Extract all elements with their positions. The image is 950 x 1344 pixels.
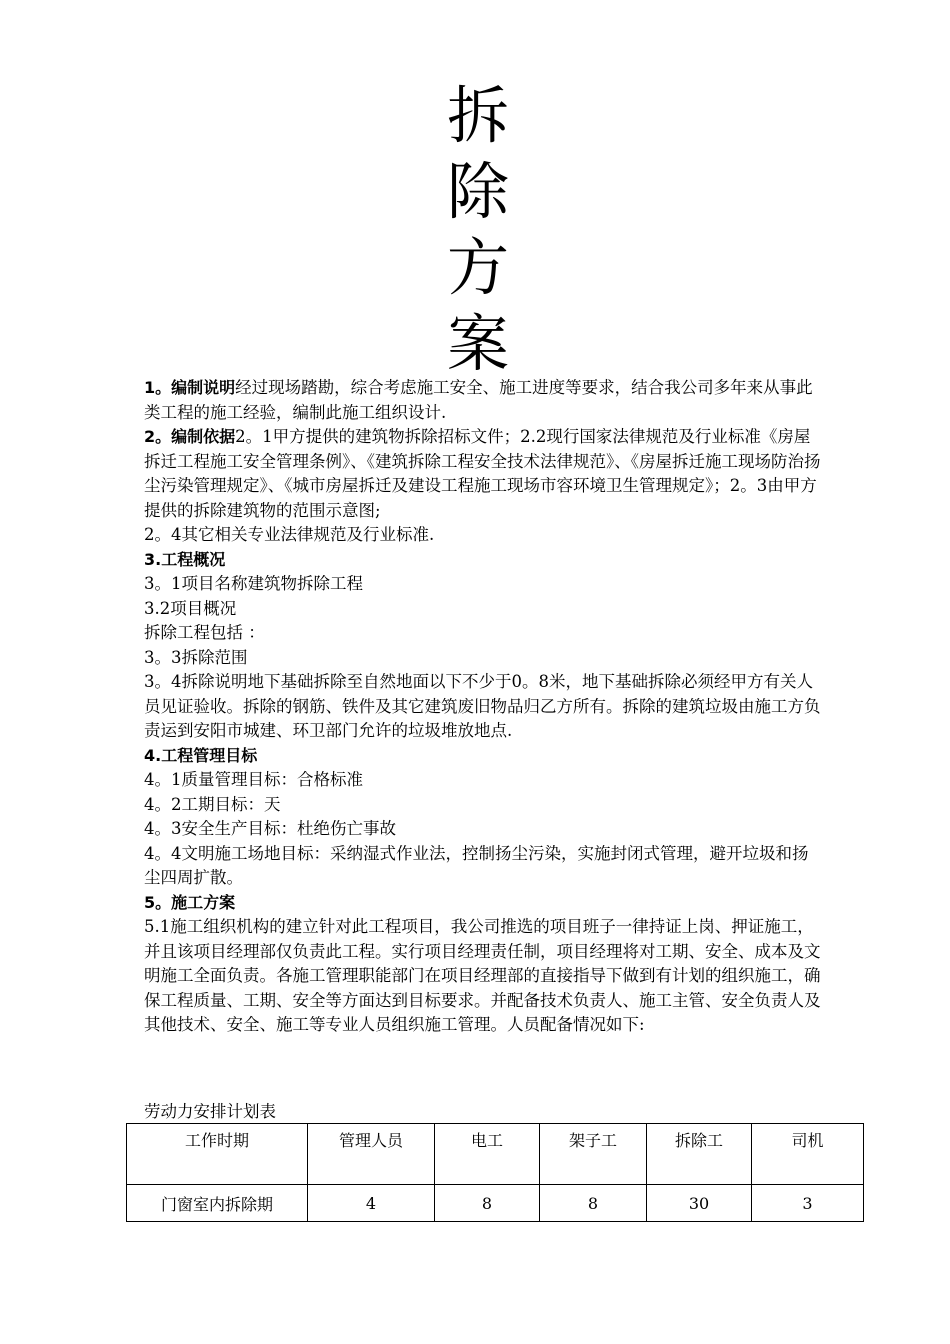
table-header-cell: 架子工 [540,1124,647,1185]
paragraph: 3.2项目概况 [144,598,237,618]
title-char: 除 [446,155,509,228]
paragraph: 2。4其它相关专业法律规范及行业标准. [144,525,435,544]
table-cell: 8 [540,1185,647,1222]
title-char: 拆 [446,79,509,152]
table-cell: 门窗室内拆除期 [127,1185,308,1222]
table-cell: 4 [308,1185,435,1222]
title-char: 案 [446,307,509,380]
table-header-cell: 工作时期 [127,1124,308,1185]
section-2 [144,425,824,523]
table-header-cell: 拆除工 [647,1124,752,1185]
labor-plan-table [126,1123,864,1222]
section-1 [144,376,824,425]
title-char: 方 [446,231,509,304]
table-caption: 劳动力安排计划表 [144,1102,276,1121]
paragraph: 3。4拆除说明地下基础拆除至自然地面以下不少于0。8米，地下基础拆除必须经甲方有关人员见证验收。拆除的钢筋、铁件及其它建筑废旧物品归乙方所有。拆除的建筑垃圾由施工方负责运到安阳市城建、环卫部门允许的垃圾堆放地点. [144,672,821,740]
table-row [127,1185,864,1222]
section-heading: 5。施工方案 [144,892,236,912]
table-cell: 8 [435,1185,540,1222]
section-heading: 3.工程概况 [144,549,226,569]
table-header-row [127,1124,864,1185]
section-3 [144,548,824,573]
section-heading: 4.工程管理目标 [144,745,258,765]
table-cell: 3 [752,1185,864,1222]
table-header-cell: 电工 [435,1124,540,1185]
paragraph: 2。1甲方提供的建筑物拆除招标文件；2.2现行国家法律规范及行业标准《房屋拆迁工程施工安全管理条例》、《建筑拆除工程安全技术法律规范》、《房屋拆迁施工现场防治扬尘污染管理规定》、《城市房屋拆迁及建设工程施工现场市容环境卫生管理规定》；2。3由甲方提供的拆除建筑物的范围示意图; [144,427,821,520]
section-heading: 1。编制说明 [144,378,236,397]
table-cell: 30 [647,1185,752,1222]
paragraph: 3。3拆除范围 [144,647,248,667]
table-header-cell: 司机 [752,1124,864,1185]
section-5 [144,891,824,916]
paragraph: 4。2工期目标：天 [144,794,281,814]
paragraph: 经过现场踏勘，综合考虑施工安全、施工进度等要求，结合我公司多年来从事此类工程的施工经验，编制此施工组织设计. [144,378,813,422]
document-body [144,376,824,1038]
paragraph: 拆除工程包括 ： [144,623,265,642]
table-header-cell: 管理人员 [308,1124,435,1185]
paragraph: 4。1质量管理目标：合格标准 [144,770,363,789]
paragraph: 5.1施工组织机构的建立针对此工程项目，我公司推选的项目班子一律持证上岗、押证施工，并且该项目经理部仅负责此工程。实行项目经理责任制，项目经理将对工期、安全、成本及文明施工全面负责。各施工管理职能部门在项目经理部的直接指导下做到有计划的组织施工，确保工程质量、工期、安全等方面达到目标要求。并配备技术负责人、施工主管、安全负责人及其他技术、安全、施工等专业人员组织施工管理。人员配备情况如下: [144,917,821,1034]
document-title [438,78,518,382]
paragraph: 4。4文明施工场地目标：采纳湿式作业法，控制扬尘污染，实施封闭式管理，避开垃圾和扬尘四周扩散。 [144,843,809,887]
section-heading: 2。编制依据 [144,427,236,446]
paragraph: 3。1项目名称建筑物拆除工程 [144,574,363,593]
paragraph: 4。3安全生产目标：杜绝伤亡事故 [144,819,396,838]
section-4 [144,744,824,769]
